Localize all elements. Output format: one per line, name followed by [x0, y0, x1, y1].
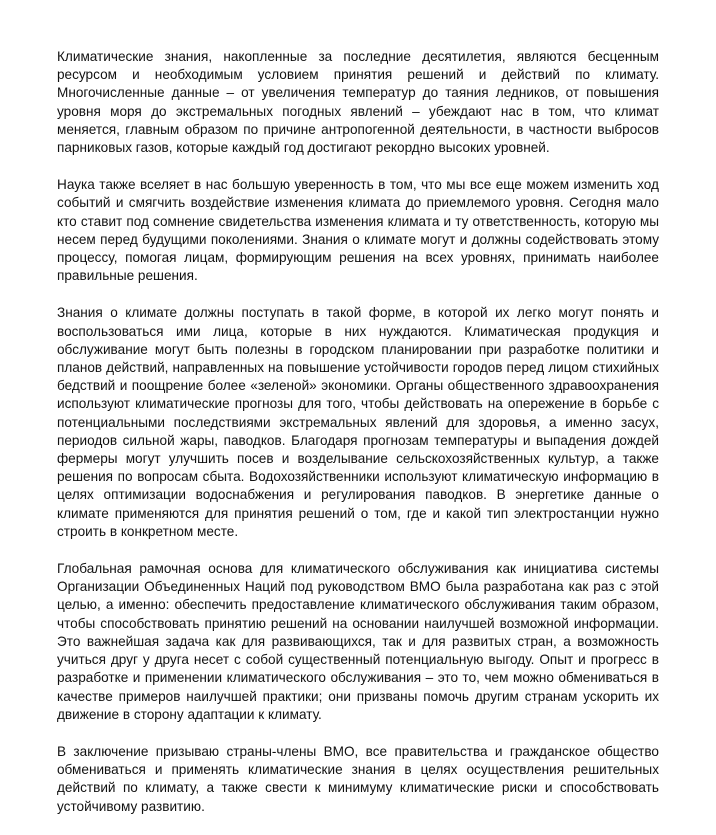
- paragraph-1: Климатические знания, накопленные за последние десятилетия, являются бесценным ресурсом и необходимым условием принятия решений и действий по климату. Многочисленные данные – от увеличения температур до таяния ледников, от повышения уровня моря до экстремальных погодных явлений – убеждают нас в том, что климат меняется, главным образом по причине антропогенной деятельности, в частности выбросов парниковых газов, которые каждый год достигают рекордно высоких уровней.: [57, 49, 659, 156]
- paragraph-2: Наука также вселяет в нас большую уверенность в том, что мы все еще можем изменить ход событий и смягчить воздействие изменения климата до приемлемого уровня. Сегодня мало кто ставит под сомнение свидетельства изменения климата и ту ответственность, которую мы несем перед будущими поколениями. Знания о климате могут и должны содействовать этому процессу, помогая лицам, формирующим решения на всех уровнях, принимать наиболее правильные решения.: [57, 177, 659, 284]
- paragraph-3: Знания о климате должны поступать в такой форме, в которой их легко могут понять и воспользоваться ими лица, которые в них нуждаются. Климатическая продукция и обслуживание могут быть полезны в городском планировании при разработке политики и планов действий, направленных на повышение устойчивости городов перед лицом стихийных бедствий и поощрение более «зеленой» экономики. Органы общественного здравоохранения используют климатические прогнозы для того, чтобы действовать на опережение в борьбе с потенциальными последствиями экстремальных явлений для здоровья, а именно засух, периодов сильной жары, паводков. Благодаря прогнозам температуры и выпадения дождей фермеры могут улучшить посев и возделывание сельскохозяйственных культур, а также решения по вопросам сбыта. Водохозяйственники используют климатическую информацию в целях оптимизации водоснабжения и регулирования паводков. В энергетике данные о климате применяются для принятия решений о том, где и какой тип электростанции нужно строить в конкретном месте.: [57, 305, 659, 539]
- paragraph-4: Глобальная рамочная основа для климатического обслуживания как инициатива системы Организации Объединенных Наций под руководством ВМО была разработана как раз с этой целью, а именно: обеспечить предоставление климатического обслуживания таким образом, чтобы способствовать принятию решений на основании наилучшей возможной информации. Это важнейшая задача как для развивающихся, так и для развитых стран, а возможность учиться друг у друга несет с собой существенный потенциальную выгоду. Опыт и прогресс в разработке и применении климатического обслуживания – это то, чем можно обмениваться в качестве примеров наилучшей практики; они призваны помочь другим странам ускорить их движение в сторону адаптации к климату.: [57, 561, 659, 722]
- document-body: [57, 48, 659, 835]
- paragraph-5: В заключение призываю страны-члены ВМО, все правительства и гражданское общество обмениваться и применять климатические знания в целях осуществления решительных действий по климату, а также свести к минимуму климатические риски и способствовать устойчивому развитию.: [57, 743, 659, 814]
